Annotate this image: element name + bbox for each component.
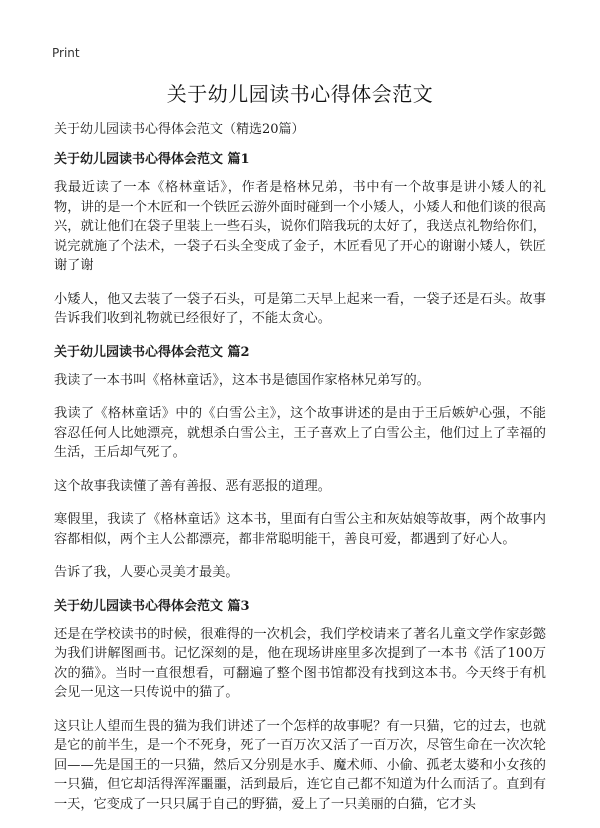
- article-subtitle: 关于幼儿园读书心得体会范文（精选20篇）: [54, 122, 305, 137]
- paragraph: 告诉了我，人要心灵美才最美。: [54, 565, 239, 580]
- paragraph: 小矮人，他又去装了一袋子石头，可是第二天早上起来一看，一袋子还是石头。故事告诉我们收到礼物就已经很好了，不能太贪心。: [54, 291, 546, 326]
- page-title: 关于幼儿园读书心得体会范文: [166, 82, 434, 106]
- section-heading: 关于幼儿园读书心得体会范文 篇3: [54, 598, 250, 614]
- section-2: [54, 343, 546, 583]
- article-body: [54, 120, 546, 828]
- paragraph: 还是在学校读书的时候，很难得的一次机会，我们学校请来了著名儿童文学作家彭懿为我们讲解图画书。记忆深刻的是，他在现场讲座里多次提到了一本书《活了100万次的猫》。当时一直很想看，可翻遍了整个图书馆都没有找到这本书。今天终于有机会见一见这一只传说中的猫了。: [54, 626, 546, 700]
- section-3: [54, 597, 546, 815]
- section-heading: 关于幼儿园读书心得体会范文 篇1: [54, 152, 250, 167]
- section-1: [54, 150, 546, 329]
- paragraph: 我读了一本书叫《格林童话》，这本书是德国作家格林兄弟写的。: [54, 372, 430, 388]
- print-link[interactable]: Print: [52, 46, 80, 60]
- section-heading: 关于幼儿园读书心得体会范文 篇2: [54, 344, 250, 360]
- paragraph: 这只让人望而生畏的猫为我们讲述了一个怎样的故事呢？有一只猫，它的过去，也就是它的前半生，是一个不死身，死了一百万次又活了一百万次，尽管生命在一次次轮回——先是国王的一只猫，然后又分别是水手、魔术师、小偷、孤老太婆和小女孩的一只猫，但它却活得浑浑噩噩，活到最后，连它自己都不知道为什么而活了。直到有一天，它变成了一只只属于自己的野猫，爱上了一只美丽的白猫，它才头: [54, 718, 546, 812]
- paragraph: 这个故事我读懂了善有善报、恶有恶报的道理。: [54, 478, 331, 494]
- paragraph: 我最近读了一本《格林童话》，作者是格林兄弟，书中有一个故事是讲小矮人的礼物，讲的是一个木匠和一个铁匠云游外面时碰到一个小矮人，小矮人和他们谈的很高兴，就让他们在袋子里装上一些石头，说你们陪我玩的太好了，我送点礼物给你们，说完就施了个法术，一袋子石头全变成了金子，木匠看见了开心的谢谢小矮人，铁匠谢了谢: [54, 180, 546, 273]
- paragraph: 寒假里，我读了《格林童话》这本书，里面有白雪公主和灰姑娘等故事，两个故事内容都相似，两个主人公都漂亮，都非常聪明能干，善良可爱，都遇到了好心人。: [54, 512, 546, 547]
- paragraph: 我读了《格林童话》中的《白雪公主》，这个故事讲述的是由于王后嫉妒心强，不能容忍任何人比她漂亮，就想杀白雪公主，王子喜欢上了白雪公主，他们过上了幸福的生活，王后却气死了。: [54, 406, 546, 460]
